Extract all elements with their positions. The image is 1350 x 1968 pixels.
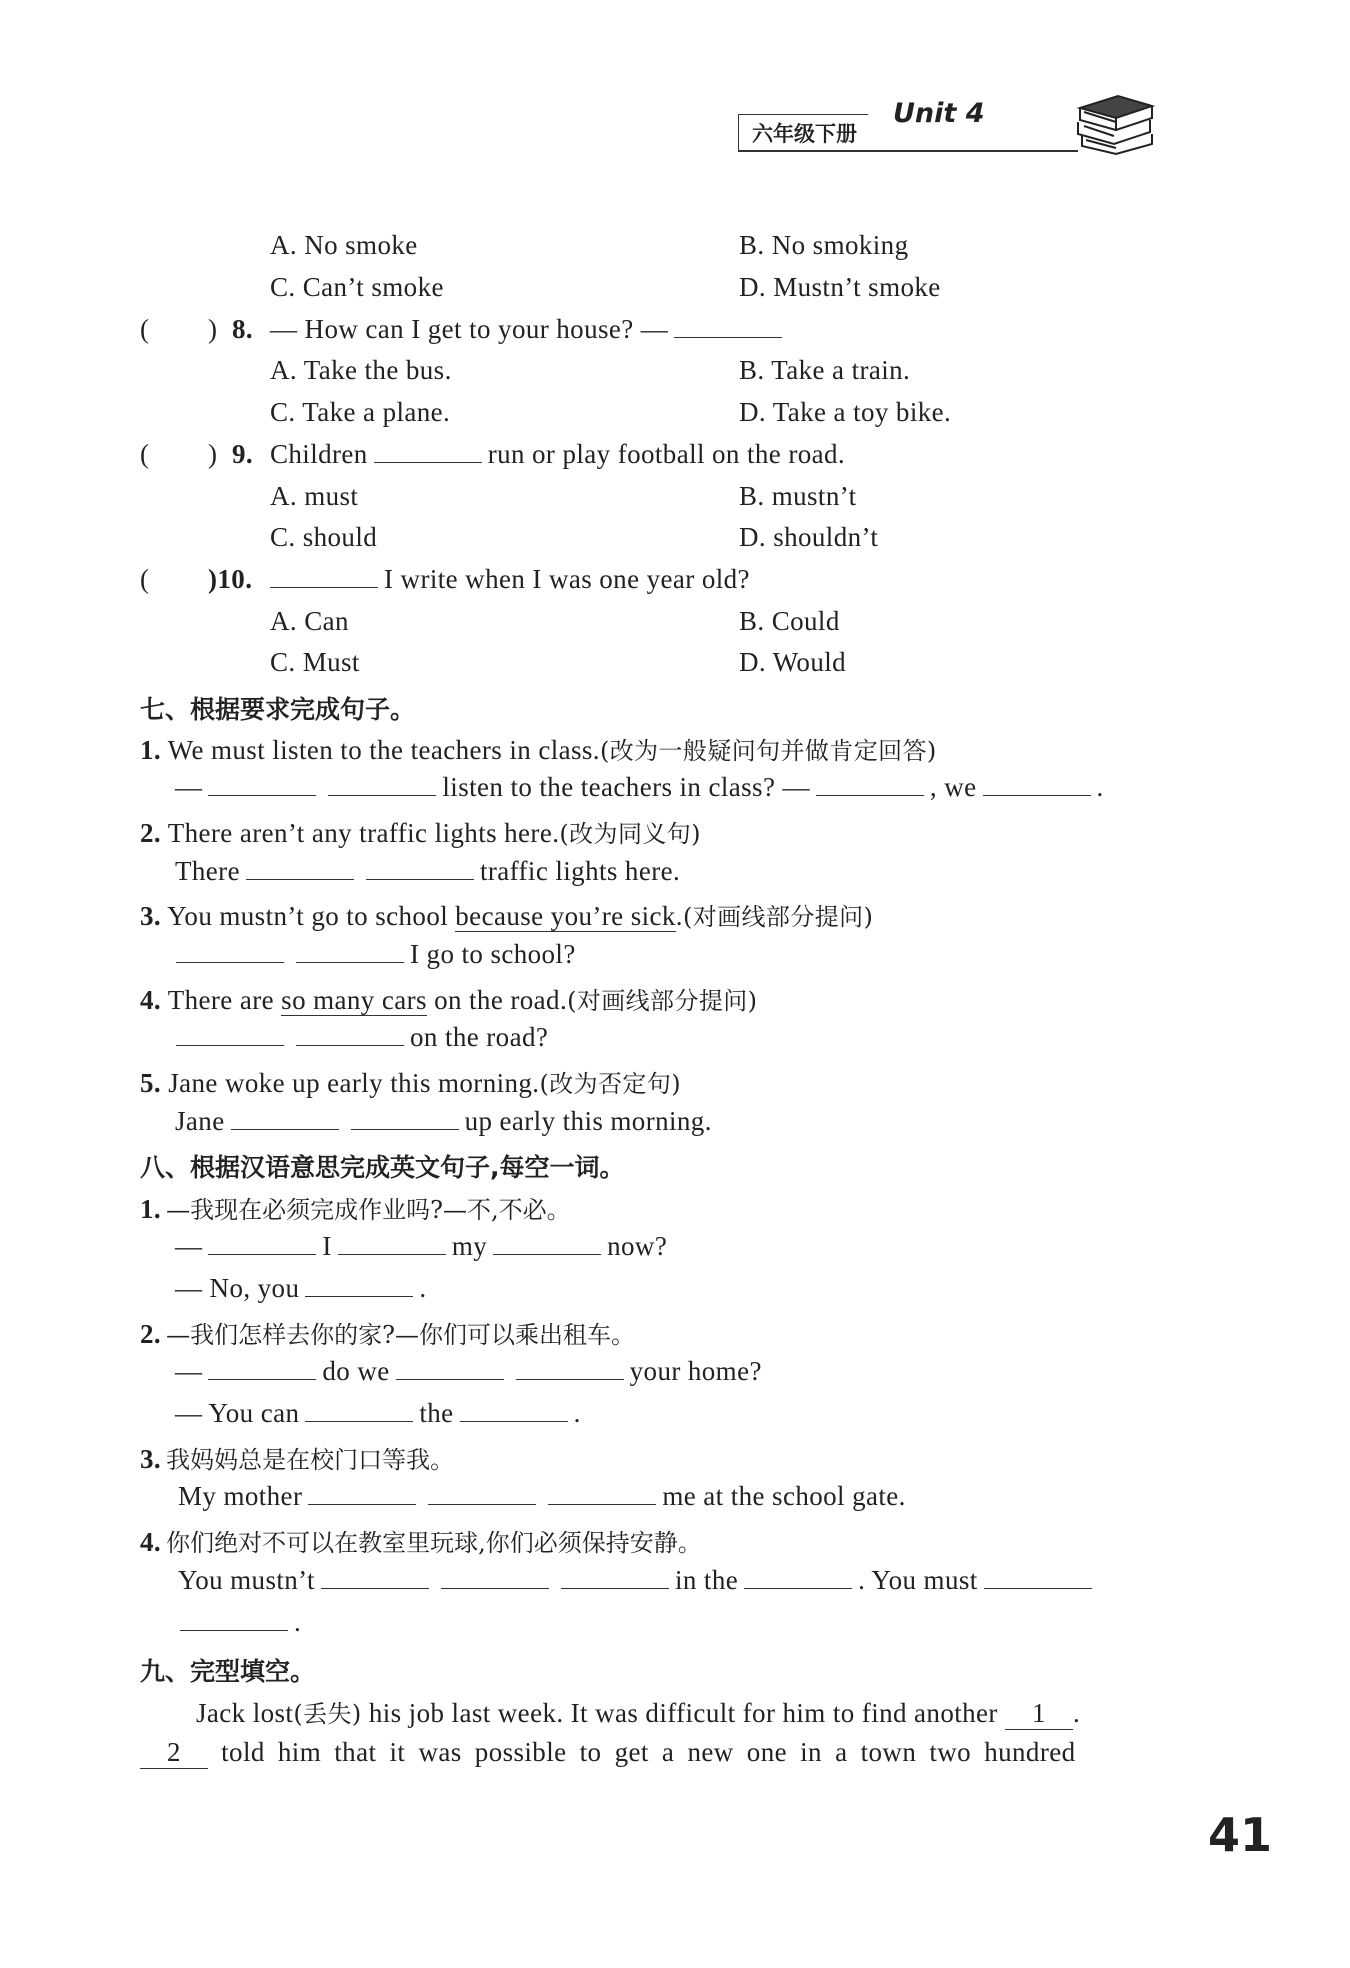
s8-item4-answer-cont: [174, 1607, 301, 1638]
s8-2-w2: your home?: [629, 1356, 762, 1386]
s9-line2: [140, 1737, 1076, 1769]
cloze-blank-1[interactable]: 1: [1005, 1698, 1073, 1730]
q10-option-b: B. Could: [739, 606, 840, 636]
s8-1-blank3[interactable]: [493, 1232, 601, 1255]
s7-1-note: (改为一般疑问句并做肯定回答): [599, 737, 937, 765]
s9-line1-pre: Jack lost: [196, 1698, 294, 1728]
s7-2-pre: There: [175, 856, 240, 886]
s7-1-blank4[interactable]: [983, 773, 1091, 796]
s8-1-num: 1.: [140, 1194, 162, 1224]
books-stack-icon: [1072, 86, 1158, 156]
s8-item4-answer: [178, 1565, 1098, 1596]
header-unit: Unit 4: [893, 98, 985, 129]
s7-3-note: (对画线部分提问): [682, 903, 874, 931]
s7-2-blank1[interactable]: [246, 857, 354, 880]
s7-1-end: .: [1096, 772, 1104, 802]
s8-3-num: 3.: [140, 1444, 162, 1474]
s7-3-num: 3.: [140, 901, 162, 931]
q9-paren-open: (: [140, 439, 150, 469]
s8-3-post: me at the school gate.: [662, 1481, 906, 1511]
s8-4-mid: in the: [674, 1565, 739, 1595]
s7-4-ans: on the road?: [410, 1022, 549, 1052]
q8-stem: [270, 314, 788, 345]
s8-2-ans-end: .: [573, 1398, 581, 1428]
q9-paren-close: ): [208, 439, 218, 469]
s8-item4: [140, 1523, 702, 1558]
q10-option-c: C. Must: [270, 647, 360, 677]
q10-paren-open: (: [140, 564, 150, 594]
q8-option-c: C. Take a plane.: [270, 397, 451, 427]
s7-item1-answer: [175, 772, 1104, 803]
s8-1-w1: I: [322, 1231, 332, 1261]
q9-stem: [270, 439, 845, 470]
header-divider: [738, 114, 739, 150]
s8-4-blank1[interactable]: [321, 1566, 429, 1589]
s8-1-cn: —我现在必须完成作业吗?—不,不必。: [166, 1196, 571, 1224]
q10-option-a: A. Can: [270, 606, 349, 636]
s7-1-mid: listen to the teachers in class? —: [442, 772, 810, 802]
s8-1-w3: now?: [607, 1231, 668, 1261]
s7-3-pre: You mustn’t go to school: [167, 901, 449, 931]
s8-4-mid2: . You must: [858, 1565, 978, 1595]
s7-5-note: (改为否定句): [539, 1070, 681, 1098]
s7-1-text: We must listen to the teachers in class.: [167, 735, 600, 765]
header-dotline: [738, 114, 868, 115]
q9-option-b: B. mustn’t: [739, 481, 857, 511]
s7-item5-answer: [175, 1106, 712, 1137]
q9-option-a: A. must: [270, 481, 359, 511]
q8-paren-close: ): [208, 314, 218, 344]
s7-4-note: (对画线部分提问): [567, 987, 758, 1015]
section7-title: 七、根据要求完成句子。: [140, 695, 416, 724]
s8-1-blank1[interactable]: [208, 1232, 316, 1255]
section9-title: 九、完型填空。: [140, 1657, 316, 1686]
s8-4-blank5[interactable]: [984, 1566, 1092, 1589]
s7-2-post: traffic lights here.: [479, 856, 681, 886]
s8-1-dash: —: [175, 1231, 203, 1261]
s7-item1: [140, 731, 937, 766]
q8-stem-text: — How can I get to your house? —: [270, 314, 669, 344]
q10-number: )10.: [208, 564, 253, 594]
s8-item3: [140, 1440, 454, 1475]
s8-2-w1: do we: [322, 1356, 390, 1386]
s8-3-blank1[interactable]: [308, 1482, 416, 1505]
s8-3-blank3[interactable]: [548, 1482, 656, 1505]
s8-item3-answer: [178, 1481, 906, 1512]
s7-5-blank1[interactable]: [231, 1107, 339, 1130]
q10-option-d: D. Would: [739, 647, 847, 677]
q9-number: 9.: [232, 439, 254, 469]
s7-4-blank2[interactable]: [296, 1023, 404, 1046]
s7-4-num: 4.: [140, 985, 162, 1015]
s7-2-text: There aren’t any traffic lights here.: [167, 818, 560, 848]
s7-item2: [140, 814, 701, 849]
page-number: 41: [1208, 1808, 1273, 1862]
s8-2-blank3[interactable]: [516, 1357, 624, 1380]
q8-option-a: A. Take the bus.: [270, 355, 452, 385]
s8-3-cn: 我妈妈总是在校门口等我。: [166, 1446, 455, 1474]
s7-item2-answer: [175, 856, 680, 887]
s7-1-blank2[interactable]: [328, 773, 436, 796]
q9-option-c: C. should: [270, 522, 378, 552]
q8-paren-open: (: [140, 314, 150, 344]
q9-stem-post: run or play football on the road.: [487, 439, 846, 469]
s7-2-blank2[interactable]: [366, 857, 474, 880]
s7-item3-answer: [170, 939, 576, 970]
cloze-blank-2[interactable]: 2: [140, 1737, 208, 1769]
s8-4-num: 4.: [140, 1527, 162, 1557]
s7-3-blank2[interactable]: [296, 940, 404, 963]
q8-answer-blank[interactable]: [674, 315, 782, 338]
s7-4-post: on the road.: [434, 985, 568, 1015]
s7-5-blank2[interactable]: [351, 1107, 459, 1130]
s9-line1-note: (丢失): [293, 1700, 362, 1728]
s7-5-num: 5.: [140, 1068, 162, 1098]
s7-3-blank1[interactable]: [176, 940, 284, 963]
s7-1-blank3[interactable]: [816, 773, 924, 796]
s8-2-blank1[interactable]: [208, 1357, 316, 1380]
s7-5-post: up early this morning.: [464, 1106, 712, 1136]
s8-2-blank4[interactable]: [305, 1399, 413, 1422]
q10-stem-post: I write when I was one year old?: [384, 564, 750, 594]
s8-4-blank4[interactable]: [744, 1566, 852, 1589]
s8-4-blank2[interactable]: [441, 1566, 549, 1589]
s7-item3: [140, 897, 873, 932]
s8-1-blank2[interactable]: [338, 1232, 446, 1255]
s7-5-pre: Jane: [175, 1106, 225, 1136]
q7-option-b: B. No smoking: [739, 230, 909, 260]
s7-3-underlined: because you’re sick: [455, 901, 676, 931]
s8-1-ans-pre: — No, you: [175, 1273, 300, 1303]
s8-item2: [140, 1315, 635, 1350]
s7-1-comma: , we: [929, 772, 977, 802]
s9-line1-post: his job last week. It was difficult for him to find another: [368, 1698, 998, 1728]
s7-item4: [140, 981, 757, 1016]
q8-option-b: B. Take a train.: [739, 355, 911, 385]
s7-1-blank1[interactable]: [208, 773, 316, 796]
q8-option-d: D. Take a toy bike.: [739, 397, 952, 427]
s8-2-ans-pre: — You can: [175, 1398, 300, 1428]
s8-2-num: 2.: [140, 1319, 162, 1349]
s7-2-num: 2.: [140, 818, 162, 848]
header-grade: 六年级下册: [752, 122, 857, 146]
s9-line2-text: told him that it was possible to get a new one in a town two hundred: [221, 1737, 1076, 1767]
s7-3-ans: I go to school?: [410, 939, 576, 969]
s7-4-blank1[interactable]: [176, 1023, 284, 1046]
s7-item4-answer: [170, 1022, 548, 1053]
s8-2-blank5[interactable]: [460, 1399, 568, 1422]
s8-2-dash: —: [175, 1356, 203, 1386]
header-rule: [738, 150, 1078, 152]
s7-item5: [140, 1064, 681, 1099]
s8-item2-line2: [175, 1398, 581, 1429]
s7-2-note: (改为同义句): [559, 820, 701, 848]
section8-title: 八、根据汉语意思完成英文句子,每空一词。: [140, 1153, 625, 1182]
s8-item1: [140, 1190, 571, 1225]
s8-2-cn: —我们怎样去你的家?—你们可以乘出租车。: [166, 1321, 636, 1349]
s8-item1-line2: [175, 1273, 427, 1304]
s7-1-dash: —: [175, 772, 203, 802]
s8-1-w2: my: [451, 1231, 488, 1261]
q7-option-c: C. Can’t smoke: [270, 272, 444, 302]
s7-1-num: 1.: [140, 735, 162, 765]
s7-3-post: .: [675, 901, 683, 931]
q7-option-d: D. Mustn’t smoke: [739, 272, 941, 302]
s8-4-blank3[interactable]: [561, 1566, 669, 1589]
s7-5-text: Jane woke up early this morning.: [168, 1068, 540, 1098]
q7-option-a: A. No smoke: [270, 230, 418, 260]
s8-4-pre: You mustn’t: [178, 1565, 315, 1595]
q9-option-d: D. shouldn’t: [739, 522, 879, 552]
q8-number: 8.: [232, 314, 254, 344]
q10-blank[interactable]: [270, 565, 378, 588]
s7-4-underlined: so many cars: [281, 985, 427, 1015]
s8-1-blank4[interactable]: [305, 1274, 413, 1297]
s8-2-blank2[interactable]: [396, 1357, 504, 1380]
s8-3-pre: My mother: [178, 1481, 303, 1511]
s8-4-cn: 你们绝对不可以在教室里玩球,你们必须保持安静。: [166, 1529, 702, 1557]
s8-4-end: .: [294, 1607, 302, 1637]
s8-item2-line1: [175, 1356, 762, 1387]
q9-stem-pre: Children: [270, 439, 368, 469]
s8-3-blank2[interactable]: [428, 1482, 536, 1505]
s9-line1-end: .: [1072, 1698, 1081, 1728]
q10-stem: [264, 564, 750, 595]
s7-4-pre: There are: [167, 985, 274, 1015]
s8-2-ans-mid: the: [419, 1398, 454, 1428]
q9-blank[interactable]: [374, 440, 482, 463]
s8-1-ans-end: .: [419, 1273, 427, 1303]
s8-item1-line1: [175, 1231, 667, 1262]
s9-line1: [196, 1694, 1080, 1730]
s8-4-blank6[interactable]: [180, 1608, 288, 1631]
